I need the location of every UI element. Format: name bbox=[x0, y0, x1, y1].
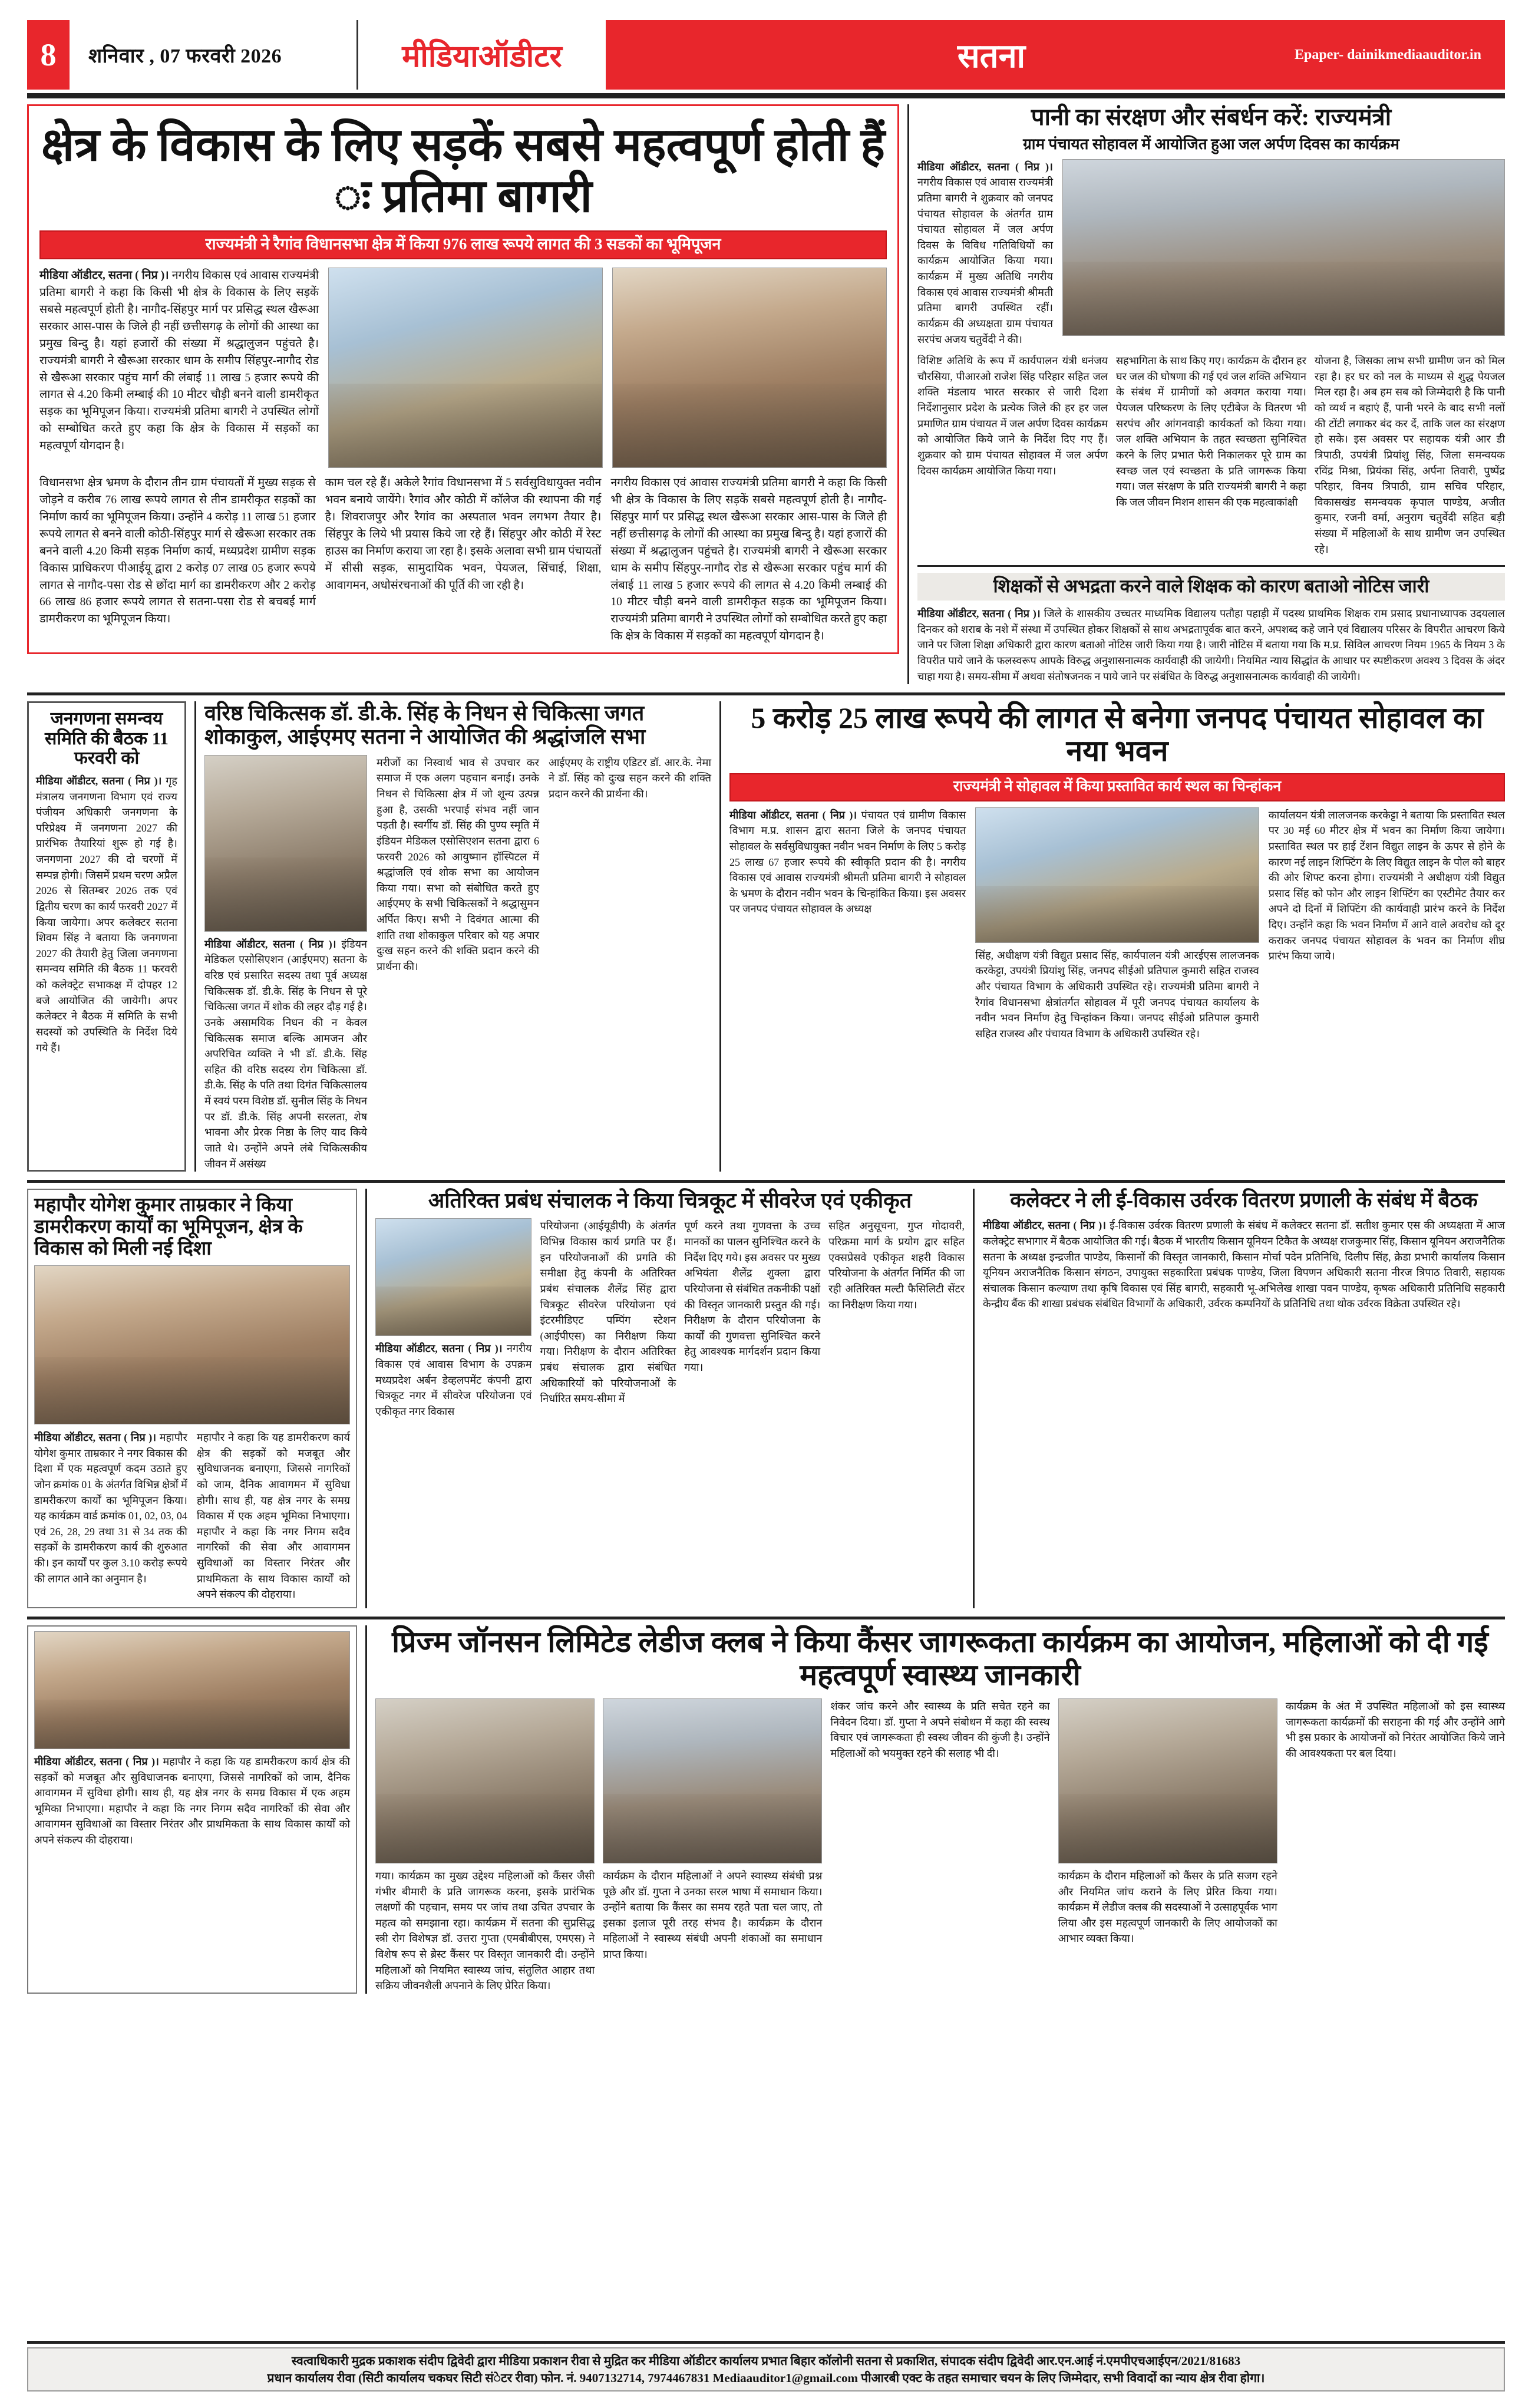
panchayat-body-1: पंचायत एवं ग्रामीण विकास विभाग म.प्र. शासन द्वारा सतना जिले के जनपद पंचायत सोहावल के सर्वसुविधायुक्त नवीन भवन निर्माण के लिए 5 करोड़ 25 लाख 67 हजार रूपये की स्वीकृति प्रदान की है। नगरीय विकास एवं आवास राज्यमंत्री श्रीमती प्रतिमा बागरी ने सोहावल के भ्रमण के दौरान नवीन भवन के चिन्हांकित किया। इस अवसर पर जनपद पंचायत सोहावल के अध्यक्ष bbox=[729, 809, 966, 915]
water-body-1: नगरीय विकास एवं आवास राज्यमंत्री प्रतिमा बागरी ने शुक्रवार को जनपद पंचायत सोहावल के अंतर्गत ग्राम पंचायत सोहावल में जल अर्पण दिवस के विविध गतिविधियों का कार्यक्रम आयोजित किया गया। कार्यक्रम में मुख्य अतिथि नगरीय विकास एवं आवास राज्यमंत्री श्रीमती प्रतिमा बागरी उपस्थित रहीं। कार्यक्रम की अध्यक्षता ग्राम पंचायत सरपंच अजय चतुर्वेदी ने की। bbox=[917, 176, 1053, 345]
lead-photo-1 bbox=[328, 268, 603, 468]
second-block bbox=[27, 701, 1505, 1172]
panchayat-body-3: कार्यालयन यंत्री लालजनक करकेट्टा ने बताया कि प्रस्तावित स्थल पर 30 मई 60 मीटर क्षेत्र में भवन का निर्माण किया जायेगा। प्रस्तावित स्थल पर हाई टेंशन विद्युत लाइन के ऊपर से होने के कारण नई लाइन शिफ्टिंग के लिए विद्युत लाइन के पोल को बाहर की ओर शिफ्ट करना होगा। राज्यमंत्री ने अधीक्षण यंत्री विद्युत प्रसाद सिंह को फोन और लाइन शिफ्टिंग का एस्टीमेट तैयार कर अपने दो दिनों में शिफ्टिंग की कार्यवाही प्रारंभ करने के निर्देश दिए। उन्होंने कहा कि भवन निर्माण में आने वाले अवरोध को दूर कराकर जनपद पंचायत सोहावल के भवन का निर्माण शीघ्र प्रारंभ किया जाये। bbox=[1268, 809, 1505, 962]
cancer-photo-col-2 bbox=[603, 1698, 822, 1994]
mayor-story bbox=[27, 1189, 357, 1608]
obit-photo-col bbox=[204, 755, 367, 1172]
cancer-headline: प्रिज्म जॉनसन लिमिटेड लेडीज क्लब ने किया कैंसर जागरूकता कार्यक्रम का आयोजन, महिलाओं को दी गई महत्वपूर्ण स्वास्थ्य जानकारी bbox=[392, 1625, 1488, 1691]
lead-story-box bbox=[27, 104, 899, 654]
footer bbox=[27, 2341, 1505, 2391]
panchayat-building-story bbox=[729, 701, 1505, 1172]
section-rule-3 bbox=[27, 1617, 1505, 1619]
collector-dateline: मीडिया ऑडीटर, सतना ( निप्र )। bbox=[983, 1219, 1107, 1232]
masthead bbox=[27, 20, 1505, 90]
section-rule-1 bbox=[27, 692, 1505, 695]
mayor-dateline: मीडिया ऑडीटर, सतना ( निप्र )। bbox=[34, 1431, 157, 1444]
footer-rule bbox=[27, 2341, 1505, 2344]
lead-photo-2 bbox=[612, 268, 887, 468]
chitrakoot-story bbox=[375, 1189, 965, 1608]
water-subheadline: ग्राम पंचायत सोहावल में आयोजित हुआ जल अर्पण दिवस का कार्यक्रम bbox=[1023, 135, 1399, 153]
page-number: 8 bbox=[27, 20, 70, 90]
lead-column-4 bbox=[610, 475, 887, 645]
collector-body: ई-विकास उर्वरक वितरण प्रणाली के संबंध में कलेक्टर सतना डॉ. सतीश कुमार एस की अध्यक्षता में आज कलेक्ट्रेट सभागार में बैठक आयोजित की गई। बैठक में भारतीय किसान यूनियन टिकैत के अध्यक्ष राजकुमार सिंह, किसान यूनियन अराजनैतिक सतना के अध्यक्ष इन्द्रजीत पाण्डेय, किसानों की विस्तृत जानकारी, किसान मोर्चा पदेन प्रतिनिधि, दिलीप सिंह, क्रेडा प्रभारी कार्यालय किसान यूनियन अराजनैतिक किसान संगठन, उपायुक्त सहकारिता प्रबंधक पाण्डेय, जिला विपणन अधिकारी सतना नीरज त्रिपाठ तिवारी, सहायक संचालक किसान कल्याण तथा कृषि विकास एवं सिंह बागरी, सहकारी भू-अभिलेख शाखा पवन पाण्डेय, कृषक अधिकारी प्रतिनिधि सहकारी केन्द्रीय बैंक की शाखा प्रबंधक संबंधित विभागों के अधिकारी, उर्वरक कम्पनियों के प्रतिनिधि तथा थोक उर्वरक विक्रेता उपस्थित रहे। bbox=[983, 1219, 1505, 1310]
cancer-main bbox=[375, 1625, 1505, 1994]
divider-2a bbox=[194, 701, 196, 1172]
cancer-column-3 bbox=[830, 1698, 1049, 1994]
third-block bbox=[27, 1189, 1505, 1608]
section-rule-2 bbox=[27, 1180, 1505, 1183]
divider-3a bbox=[365, 1189, 367, 1608]
obit-column-2 bbox=[377, 755, 539, 1172]
obit-photo bbox=[204, 755, 367, 932]
cancer-awareness-story bbox=[27, 1625, 1505, 1994]
cancer-body-2: कार्यक्रम के दौरान महिलाओं ने अपने स्वास्थ्य संबंधी प्रश्न पूछे और डॉ. गुप्ता ने उनका सरल भाषा में समाधान किया। उन्होंने बताया कि कैंसर का समय रहते पता चल जाए, तो इसका इलाज पूरी तरह संभव है। कार्यक्रम के दौरान महिलाओं ने स्वास्थ्य संबंधी अपनी शंकाओं का समाधान प्राप्त किया। bbox=[603, 1869, 823, 1961]
panchayat-headline: 5 करोड़ 25 लाख रूपये की लागत से बनेगा जनपद पंचायत सोहावल का नया भवन bbox=[751, 701, 1484, 768]
divider-3b bbox=[973, 1189, 975, 1608]
chitrakoot-column-3 bbox=[684, 1218, 820, 1419]
mayor-body-1: महापौर योगेश कुमार ताम्रकार ने नगर विकास की दिशा में एक महत्वपूर्ण कदम उठाते हुए जोन क्रमांक 01 के अंतर्गत विभिन्न क्षेत्रों में डामरीकरण कार्यों का भूमिपूजन किया। यह कार्यक्रम वार्ड क्रमांक 01, 02, 03, 04 एवं 26, 28, 29 तथा 31 से 34 तक की सड़कों के डामरीकरण कार्य की शुरुआत की। इन कार्यों पर कुल 3.10 करोड़ रूपये की लागत आने का अनुमान है। bbox=[34, 1431, 187, 1585]
cancer-photo-3 bbox=[1058, 1698, 1277, 1863]
teacher-notice-story bbox=[917, 565, 1505, 684]
water-photo-image bbox=[1062, 159, 1505, 336]
water-column-4 bbox=[1315, 353, 1505, 557]
chitrakoot-body-3: पूर्ण करने तथा गुणवत्ता के उच्च मानकों का पालन सुनिश्चित करने के निर्देश दिए गये। इस अवसर पर मुख्य अभियंता शैलेंद्र शुक्ला द्वारा परियोजना से संबंधित तकनीकी पक्षों की विस्तृत जानकारी प्रस्तुत की गई। निरीक्षण के दौरान परियोजना के कार्यों की गुणवत्ता सुनिश्चित करने हेतु आवश्यक मार्गदर्शन प्रदान किया गया। bbox=[684, 1220, 821, 1374]
lead-body-4: नगरीय विकास एवं आवास राज्यमंत्री प्रतिमा बागरी ने कहा कि किसी भी क्षेत्र के विकास के लिए सड़कें सबसे महत्वपूर्ण होती है। नागौद-सिंहपुर मार्ग पर प्रसिद्ध स्थल खैरूआ सरकार आस-पास के जिले ही नहीं छत्तीसगढ़ के लोगों की आस्था का प्रमुख बिन्दु है। यहां हजारों की संख्या में श्रद्धालुजन पहुंचते है। राज्यमंत्री बागरी ने खैरूआ सरकार धाम के समीप सिंहपुर-नागौद रोड से खैरूआ सरकार पहुंच मार्ग की लंबाई 11 लाख 5 हजार रूपये की लागत से 4.20 किमी लम्बाई की 10 मीटर चौड़ी बनने वाली डामरीकृत सड़क का भूमिपूजन किया। राज्यमंत्री प्रतिमा बागरी ने उपस्थित लोगों को सम्बोधित करते हुए कहा कि क्षेत्र के विकास में सड़कों का महत्वपूर्ण योगदान है। bbox=[610, 477, 887, 643]
water-column-3 bbox=[1116, 353, 1306, 557]
teacher-notice-dateline: मीडिया ऑडीटर, सतना ( निप्र )। bbox=[917, 608, 1041, 620]
mayor-headline: महापौर योगेश कुमार ताम्रकार ने किया डामरीकरण कार्यों का भूमिपूजन, क्षेत्र के विकास को मिली नई दिशा bbox=[34, 1195, 303, 1260]
panchayat-body-2: सिंह, अधीक्षण यंत्री विद्युत प्रसाद सिंह, कार्यपालन यंत्री आरईएस लालजनक करकेट्टा, उपयंत्री प्रियांशु सिंह, जनपद सीईओ प्रतिपाल कुमारी सहित राजस्व और पंचायत विभाग के अधिकारी उपस्थित रहे। राज्यमंत्री प्रतिमा बागरी ने रैगांव विधानसभा क्षेत्रांतर्गत सोहावल में पूरी जनपद पंचायत कार्यालय के नवीन भवन निर्माण हेतु चिन्हांकन किया। जनपद सीईओ प्रतिपाल कुमारी सहित राजस्व और पंचायत विभाग के अधिकारी उपस्थित रहे। bbox=[975, 949, 1259, 1040]
doctor-obituary-story bbox=[204, 701, 711, 1172]
masthead-rule bbox=[27, 93, 1505, 98]
mayor-column-2 bbox=[197, 1430, 350, 1602]
mayor-photo bbox=[34, 1265, 350, 1424]
mayor-dateline-2: मीडिया ऑडीटर, सतना ( निप्र )। bbox=[34, 1755, 159, 1767]
panchayat-column-3 bbox=[1269, 807, 1505, 1042]
chitrakoot-column-4 bbox=[828, 1218, 965, 1419]
water-dateline: मीडिया ऑडीटर, सतना ( निप्र )। bbox=[917, 160, 1053, 173]
chitrakoot-body-4: सहित अनुसूचना, गुप्त गोदावरी, परिक्रमा मार्ग के प्रयोग द्वार सहित एक्सप्रेसवे एकीकृत शहरी विकास परियोजना के अंतर्गत निर्मित की जा रही अतिरिक्त मल्टी फैसिलिटी सेंटर का निरीक्षण किया गया। bbox=[828, 1220, 965, 1311]
collector-story bbox=[983, 1189, 1505, 1608]
census-meeting-box bbox=[27, 701, 186, 1172]
divider-2b bbox=[719, 701, 721, 1172]
cancer-photo-1 bbox=[375, 1698, 595, 1863]
teacher-notice-headline: शिक्षकों से अभद्रता करने वाले शिक्षक को कारण बताओ नोटिस जारी bbox=[917, 573, 1505, 601]
publication-date: शनिवार , 07 फरवरी 2026 bbox=[70, 20, 358, 90]
footer-line-2: प्रधान कार्यालय रीवा (सिटी कार्यालय चकघर सिटी संेटर रीवा) फोन. नं. 9407132714, 7974467831 Mediaauditor1@gmail.com पीआरबी एक्ट के तहत समाचार चयन के लिए जिम्मेदार, सभी विवादों का न्याय क्षेत्र रीवा होगा। bbox=[267, 2370, 1265, 2385]
census-headline: जनगणना समन्वय समिति की बैठक 11 फरवरी को bbox=[44, 709, 169, 768]
collector-headline: कलेक्टर ने ली ई-विकास उर्वरक वितरण प्रणाली के संबंध में बैठक bbox=[1010, 1189, 1478, 1212]
cancer-column-5 bbox=[1286, 1698, 1505, 1994]
teacher-notice-body: जिले के शासकीय उच्चतर माध्यमिक विद्यालय पतौहा पहाड़ी में पदस्थ प्राथमिक शिक्षक राम प्रसाद प्रधानाध्यापक उदयलाल दिनकर को शराब के नशे में संस्था में उपस्थित होकर शिक्षकों से साथ अभद्रतापूर्वक बात करने, अपशब्द कहे जाने एवं विद्यालय परिसर के विपरीत आचरण किये जाने पर जिला शिक्षा अधिकारी द्वारा कारण बताओ नोटिस जारी किया गया है। जारी नोटिस में बताया गया कि म.प्र. सिविल आचरण नियम 1965 के नियम 3 के विपरीत पाये जाने के फलस्वरूप आपके विरुद्ध अनुशासनात्मक कार्यवाही की जायेगी। नियमित न्याय सिद्धांत के आधार पर स्पष्टीकरण अवश्य 3 दिवस के अंदर चाहा गया है। समय-सीमा में अथवा संतोषजनक न पाये जाने पर संबंधित के विरुद्ध अनुशासनात्मक कार्यवाही की जायेगी। bbox=[917, 608, 1505, 682]
lead-subheadline-bar: राज्यमंत्री ने रैगांव विधानसभा क्षेत्र में किया 976 लाख रूपये लागत की 3 सडकों का भूमिपूजन bbox=[39, 230, 887, 260]
epaper-url[interactable]: Epaper- dainikmediaauditor.in bbox=[1295, 47, 1481, 62]
teacher-notice-rule bbox=[917, 565, 1505, 567]
lead-body-2: विधानसभा क्षेत्र भ्रमण के दौरान तीन ग्राम पंचायतों में मुख्य सड़क से जोड़ने व करीब 76 लाख रूपये लागत से तीन डामरीकृत सड़कों का निर्माण कार्य का भूमिपूजन किया। उन्होंने 4 करोड़ 11 लाख 51 हजार रूपये लागत से बनने वाली कोठी-सिंहपुर मार्ग से खैरूआ सरकार तक बनने वाली 4.20 किमी सड़क निर्माण कार्य, मध्यप्रदेश ग्रामीण सड़क विकास प्राधिकरण पीआईयू द्वारा 2 करोड़ 07 लाख 05 हजार रूपये लागत से नागौद-पसा रोड से छोंदा मार्ग का डामरीकरण और 2 करोड़ 66 लाख 86 हजार रूपये लागत से सतना-पसा रोड से बचबई मार्ग डामरीकरण का भूमिपूजन किया। bbox=[39, 477, 316, 626]
water-photo bbox=[1062, 159, 1505, 348]
panchayat-dateline: मीडिया ऑडीटर, सतना ( निप्र )। bbox=[729, 809, 857, 821]
footer-line-1: स्वत्वाधिकारी मुद्रक प्रकाशक संदीप द्विवेदी द्वारा मीडिया प्रकाशन रीवा से मुद्रित कर मीडिया ऑडीटर कार्यालय प्रभात बिहार कॉलोनी सतना से प्रकाशित, संपादक संदीप द्विवेदी आर.एन.आई नं.एमपीएचआईएन/2021/81683 bbox=[291, 2354, 1241, 2369]
water-body-2: विशिष्ट अतिथि के रूप में कार्यपालन यंत्री धनंजय चौरसिया, पीआरओ राजेश सिंह परिहार सहित जल शक्ति मंडलाय भारत सरकार से जारी दिशा निर्देशानुसार प्रदेश के प्रत्येक जिले की हर हर जल प्रमाणित ग्राम पंचायत में जल अर्पण दिवस कार्यक्रम को आयोजित किये जाने के निर्देश दिए गए हैं। शुक्रवार को ग्राम पंचायत सोहावल में जल अर्पण दिवस कार्यक्रम आयोजित किया गया। bbox=[917, 355, 1108, 477]
cancer-photo-2 bbox=[603, 1698, 822, 1863]
panchayat-photo-col bbox=[975, 807, 1259, 1042]
cancer-left-filler bbox=[27, 1625, 357, 1994]
water-conservation-story bbox=[917, 104, 1505, 684]
lead-dateline: मीडिया ऑडीटर, सतना ( निप्र )। bbox=[39, 269, 169, 282]
publication-logo: मीडियाऑडीटर bbox=[402, 39, 562, 74]
chitrakoot-body-2: परियोजना (आईयूडीपी) के अंतर्गत विभिन्न विकास कार्य प्रगति पर हैं। इन परियोजनाओं की प्रगति की समीक्षा हेतु कंपनी के अतिरिक्त प्रबंध संचालक शैलेंद्र सिंह द्वारा चित्रकूट सीवरेज परियोजना एवं इंटरमीडिएट पम्पिंग स्टेशन (आईपीएस) का निरीक्षण किया गया। निरीक्षण के दौरान अतिरिक्त प्रबंध संचालक द्वारा संबंधित अधिकारियों को परियोजनाओं के निर्धारित समय-सीमा में bbox=[540, 1220, 676, 1405]
panchayat-photo bbox=[975, 807, 1259, 943]
lead-headline: क्षेत्र के विकास के लिए सड़कें सबसे महत्वपूर्ण होती हैं ः प्रतिमा बागरी bbox=[41, 119, 885, 222]
census-body: गृह मंत्रालय जनगणना विभाग एवं राज्य पंजीयन अधिकारी जनगणना के परिप्रेक्ष्य में जनगणना 2027 की प्रारंभिक तैयारियां शुरू हो गई है। जनगणना 2027 की दो चरणों में सम्पन्न होगी। जिसमें प्रथम चरण अप्रैल 2026 से सितम्बर 2026 तक एवं द्वितीय चरण का कार्य फरवरी 2027 में किया जायेगा। अपर कलेक्टर सतना शिवम सिंह ने बताया कि जनगणना 2027 की तैयारी हेतु जिला जनगणना समन्वय समिति की बैठक 11 फरवरी को कलेक्ट्रेट सभाकक्ष में दोपहर 12 बजे आयोजित की जायेगी। अपर कलेक्टर ने बैठक में समिति के सभी सदस्यों को उपस्थिति के निर्देश दिये गये हैं। bbox=[36, 774, 177, 1054]
water-column-1 bbox=[917, 159, 1053, 348]
chitrakoot-headline: अतिरिक्त प्रबंध संचालक ने किया चित्रकूट में सीवरेज एवं एकीकृत bbox=[428, 1189, 912, 1213]
chitrakoot-photo bbox=[375, 1218, 531, 1336]
lead-column-1 bbox=[39, 268, 319, 468]
lead-body-1: नगरीय विकास एवं आवास राज्यमंत्री प्रतिमा बागरी ने कहा कि किसी भी क्षेत्र के विकास के लिए सड़कें सबसे महत्वपूर्ण होती है। नागौद-सिंहपुर मार्ग पर प्रसिद्ध स्थल खैरूआ सरकार आस-पास के जिले ही नहीं छत्तीसगढ़ के लोगों की आस्था का प्रमुख बिन्दु है। यहां हजारों की संख्या में श्रद्धालुजन पहुंचते है। राज्यमंत्री बागरी ने खैरूआ सरकार धाम के समीप सिंहपुर-नागौद रोड से खैरूआ सरकार पहुंच मार्ग की लंबाई 11 लाख 5 हजार रूपये की लागत से 4.20 किमी लम्बाई की 10 मीटर चौड़ी बनने वाली डामरीकृत सड़क का भूमिपूजन किया। राज्यमंत्री प्रतिमा बागरी ने उपस्थित लोगों को सम्बोधित करते हुए कहा कि क्षेत्र के विकास में सड़कों का महत्वपूर्ण योगदान है। bbox=[39, 269, 319, 452]
obit-body-3: आईएमए के राष्ट्रीय एडिटर डॉ. आर.के. नेमा ने डॉ. सिंह को दुःख सहन करने की शक्ति प्रदान करने की प्रार्थना की। bbox=[549, 756, 711, 800]
edition-city: सतना bbox=[957, 38, 1026, 75]
mayor-body-3: महापौर ने कहा कि यह डामरीकरण कार्य क्षेत्र की सड़कों को मजबूत और सुविधाजनक बनाएगा, जिससे नागरिकों को जाम, दैनिक आवागमन में सुविधा होगी। साथ ही, यह क्षेत्र नगर के समग्र विकास में एक अहम भूमिका निभाएगा। महापौर ने कहा कि नगर निगम सदैव नागरिकों की सेवा और आवागमन सुविधाओं का विस्तार निरंतर और प्राथमिकता के साथ विकास कार्यों को अपने संकल्प की दोहराया। bbox=[34, 1755, 350, 1846]
panchayat-redbar: राज्यमंत्री ने सोहावल में किया प्रस्तावित कार्य स्थल का चिन्हांकन bbox=[729, 773, 1505, 801]
cancer-photo-col-4 bbox=[1058, 1698, 1277, 1994]
cancer-photo-col bbox=[375, 1698, 595, 1994]
top-vertical-divider bbox=[907, 104, 909, 684]
cancer-body-4: कार्यक्रम के दौरान महिलाओं को कैंसर के प्रति सजग रहने और नियमित जांच कराने के लिए प्रेरित किया गया। कार्यक्रम में लेडीज क्लब की सदस्याओं ने उत्साहपूर्वक भाग लिया और इस महत्वपूर्ण जानकारी के लिए आयोजकों का आभार व्यक्त किया। bbox=[1058, 1869, 1277, 1945]
lead-column-3 bbox=[325, 475, 602, 645]
chitrakoot-photo-col bbox=[375, 1218, 531, 1419]
chitrakoot-body-1: नगरीय विकास एवं आवास विभाग के उपक्रम मध्यप्रदेश अर्बन डेव्हलपमेंट कंपनी द्वारा चित्रकूट नगर में सीवरेज परियोजना एवं एकीकृत नगर विकास bbox=[375, 1342, 532, 1417]
chitrakoot-column-2 bbox=[540, 1218, 676, 1419]
divider-4a bbox=[365, 1625, 367, 1994]
lead-column-2 bbox=[39, 475, 316, 645]
obit-headline: वरिष्ठ चिकित्सक डॉ. डी.के. सिंह के निधन से चिकित्सा जगत शोकाकुल, आईएमए सतना ने आयोजित की श्रद्धांजलि सभा bbox=[204, 701, 646, 749]
water-headline: पानी का संरक्षण और संबर्धन करें: राज्यमंत्री bbox=[1031, 104, 1392, 130]
cancer-body-3: शंकर जांच करने और स्वास्थ्य के प्रति सचेत रहने का निवेदन दिया। डॉ. गुप्ता ने अपने संबोधन में कहा की स्वस्थ विचार एवं जागरूकता ही स्वस्थ जीवन की कुंजी है। उन्होंने महिलाओं को भयमुक्त रहने की सलाह भी दी। bbox=[830, 1700, 1050, 1759]
masthead-red-band bbox=[606, 20, 1505, 90]
panchayat-column-1 bbox=[729, 807, 966, 1042]
census-dateline: मीडिया ऑडीटर, सतना ( निप्र )। bbox=[36, 774, 162, 787]
top-block bbox=[27, 104, 1505, 684]
lead-body-3: काम चल रहे हैं। अकेले रैगांव विधानसभा में 5 सर्वसुविधायुक्त नवीन भवन बनाये जायेंगे। रैगांव और कोठी में कॉलेज की स्थापना की गई है। शिवराजपुर और रैगांव का अस्पताल भवन लगभग तैयार है। सिंहपुर के लिये भी प्रयास किये जा रहे हैं। सिंहपुर और कोठी में रेस्ट हाउस का निर्माण कराया जा रहा है। इसके अलावा सभी ग्राम पंचायतों में सीसी सड़क, सामुदायिक भवन, पेयजल, सिंचाई, शिक्षा, आवागमन, अधोसंरचनाओं की पूर्ति की जा रही है। bbox=[325, 477, 602, 592]
cancer-body-1: गया। कार्यक्रम का मुख्य उद्देश्य महिलाओं को कैंसर जैसी गंभीर बीमारी के प्रति जागरूक करना, इसके प्रारंभिक लक्षणों की पहचान, समय पर जांच तथा उचित उपचार के महत्व को समझाना रहा। कार्यक्रम में सतना की सुप्रसिद्ध स्त्री रोग विशेषज्ञ डॉ. उत्तरा गुप्ता (एमबीबीएस, एमएस) ने विशेष रूप से ब्रेस्ट कैंसर पर विस्तृत जानकारी दी। उन्होंने महिलाओं को नियमित स्वास्थ्य जांच, संतुलित आहार तथा सक्रिय जीवनशैली अपनाने के लिए प्रेरित किया। bbox=[375, 1869, 595, 1992]
mayor-body-2: महापौर ने कहा कि यह डामरीकरण कार्य क्षेत्र की सड़कों को मजबूत और सुविधाजनक बनाएगा, जिससे नागरिकों को जाम, दैनिक आवागमन में सुविधा होगी। साथ ही, यह क्षेत्र नगर के समग्र विकास में एक अहम भूमिका निभाएगा। महापौर ने कहा कि नगर निगम सदैव नागरिकों की सेवा और आवागमन सुविधाओं का विस्तार निरंतर और प्राथमिकता के साथ विकास कार्यों को अपने संकल्प की दोहराया। bbox=[196, 1431, 350, 1601]
lead-story bbox=[27, 104, 899, 684]
chitrakoot-dateline: मीडिया ऑडीटर, सतना ( निप्र )। bbox=[375, 1342, 503, 1355]
water-body-3: सहभागिता के साथ किए गए। कार्यक्रम के दौरान हर घर जल की घोषणा की गई एवं जल शक्ति अभियान के संबंध में ग्रामीणों को अवगत कराया गया। पेयजल परिष्करण के लिए एटीबेज के वितरण भी सरपंच और आंगनवाड़ी कार्यकर्ता को किया गया। जल शक्ति अभियान के तहत स्वच्छता सुनिश्चित करने के लिए प्रभात फेरी निकालकर पूरे ग्राम का स्वच्छ जल एवं स्वच्छता के प्रति जागरूक किया गया। जल संरक्षण के प्रति राज्यमंत्री बागरी ने कहा कि जल जीवन मिशन शासन की एक महत्वाकांक्षी bbox=[1116, 355, 1306, 508]
obit-body-1: इंडियन मेडिकल एसोसिएशन (आईएमए) सतना के वरिष्ठ एवं प्रसारित सदस्य तथा पूर्व अध्यक्ष चिकित्सक डॉ. डी.के. सिंह के निधन से पूरे चिकित्सा जगत में शोक की लहर दौड़ गई है। उनके असामयिक निधन की न केवल चिकित्सक समाज बल्कि आमजन और अपरिचित व्यक्ति ने भी डॉ. डी.के. सिंह सहित की वरिष्ठ सदस्य रोग चिकित्सा डॉ. डी.के. सिंह के पति तथा दिगंत चिकित्सालय में स्वयं परम विशेष्ठ डॉ. सुनील सिंह के निधन पर डॉ. डी.के. सिंह अपनी सरलता, शेष भावना और प्रेरक निष्ठा के लिए याद किये जाते थे। उन्होंने अपने लंबे चिकित्सकीय जीवन में असंख्य bbox=[204, 938, 368, 1170]
cancer-body-5: कार्यक्रम के अंत में उपस्थित महिलाओं को इस स्वास्थ्य जागरूकता कार्यक्रमों की सराहना की गई और उन्होंने आगे भी इस प्रकार के आयोजनों को निरंतर आयोजित किये जाने की आवश्यकता पर बल दिया। bbox=[1285, 1700, 1505, 1759]
water-column-2 bbox=[917, 353, 1108, 557]
obit-body-2: मरीजों का निस्वार्थ भाव से उपचार कर समाज में एक अलग पहचान बनाई। उनके निधन से चिकित्सा क्षेत्र में जो शून्य उत्पन्न हुआ है, उसकी भरपाई संभव नहीं जान पड़ती है। स्वर्गीय डॉ. सिंह की पुण्य स्मृति में इंडियन मेडिकल एसोसिएशन सतना द्वारा 6 फरवरी 2026 को आयुष्मान हॉस्पिटल में श्रद्धांजलि एवं शोक सभा का आयोजन किया गया। सभा को संबोधित करते हुए आईएमए के सभी चिकित्सकों ने श्रद्धासुमन अर्पित किए। सभी ने दिवंगत आत्मा की शांति तथा शोकाकुल परिवार को यह अपार दुःख सहन करने की शक्ति प्रदान करने की प्रार्थना की। bbox=[377, 756, 539, 972]
mayor-photo-2 bbox=[34, 1631, 350, 1749]
water-body-4: योजना है, जिसका लाभ सभी ग्रामीण जन को मिल रहा है। हर घर को नल के माध्यम से शुद्ध पेयजल मिल रहा है। अब हम सब को जिम्मेदारी है कि पानी को व्यर्थ न बहाएं हैं, पानी भरने के बाद सभी नलों की टोंटी लगाकर बंद कर दें, ताकि जल का संरक्षण हो सके। इस अवसर पर सहायक यंत्री आर डी त्रिपाठी, उपयंत्री प्रियांशु सिंह, जिला समन्वयक रविंद्र मिश्रा, प्रियंका सिंह, अर्पना तिवारी, पुष्पेंद्र परिहार, विनय त्रिपाठी, ग्राम सचिव परिहार, विकासखंड समन्वयक कृपाल पाण्डेय, अजीत कुमार, रजनी वर्मा, अनुराग चतुर्वेदी सहित बड़ी संख्या में महिलाओं के साथ ग्रामीण जन उपस्थित रहे। bbox=[1315, 355, 1505, 555]
lead-photo-strip bbox=[328, 268, 887, 468]
mayor-column-1 bbox=[34, 1430, 187, 1602]
obit-dateline: मीडिया ऑडीटर, सतना ( निप्र )। bbox=[204, 938, 336, 950]
obit-column-3 bbox=[549, 755, 711, 1172]
